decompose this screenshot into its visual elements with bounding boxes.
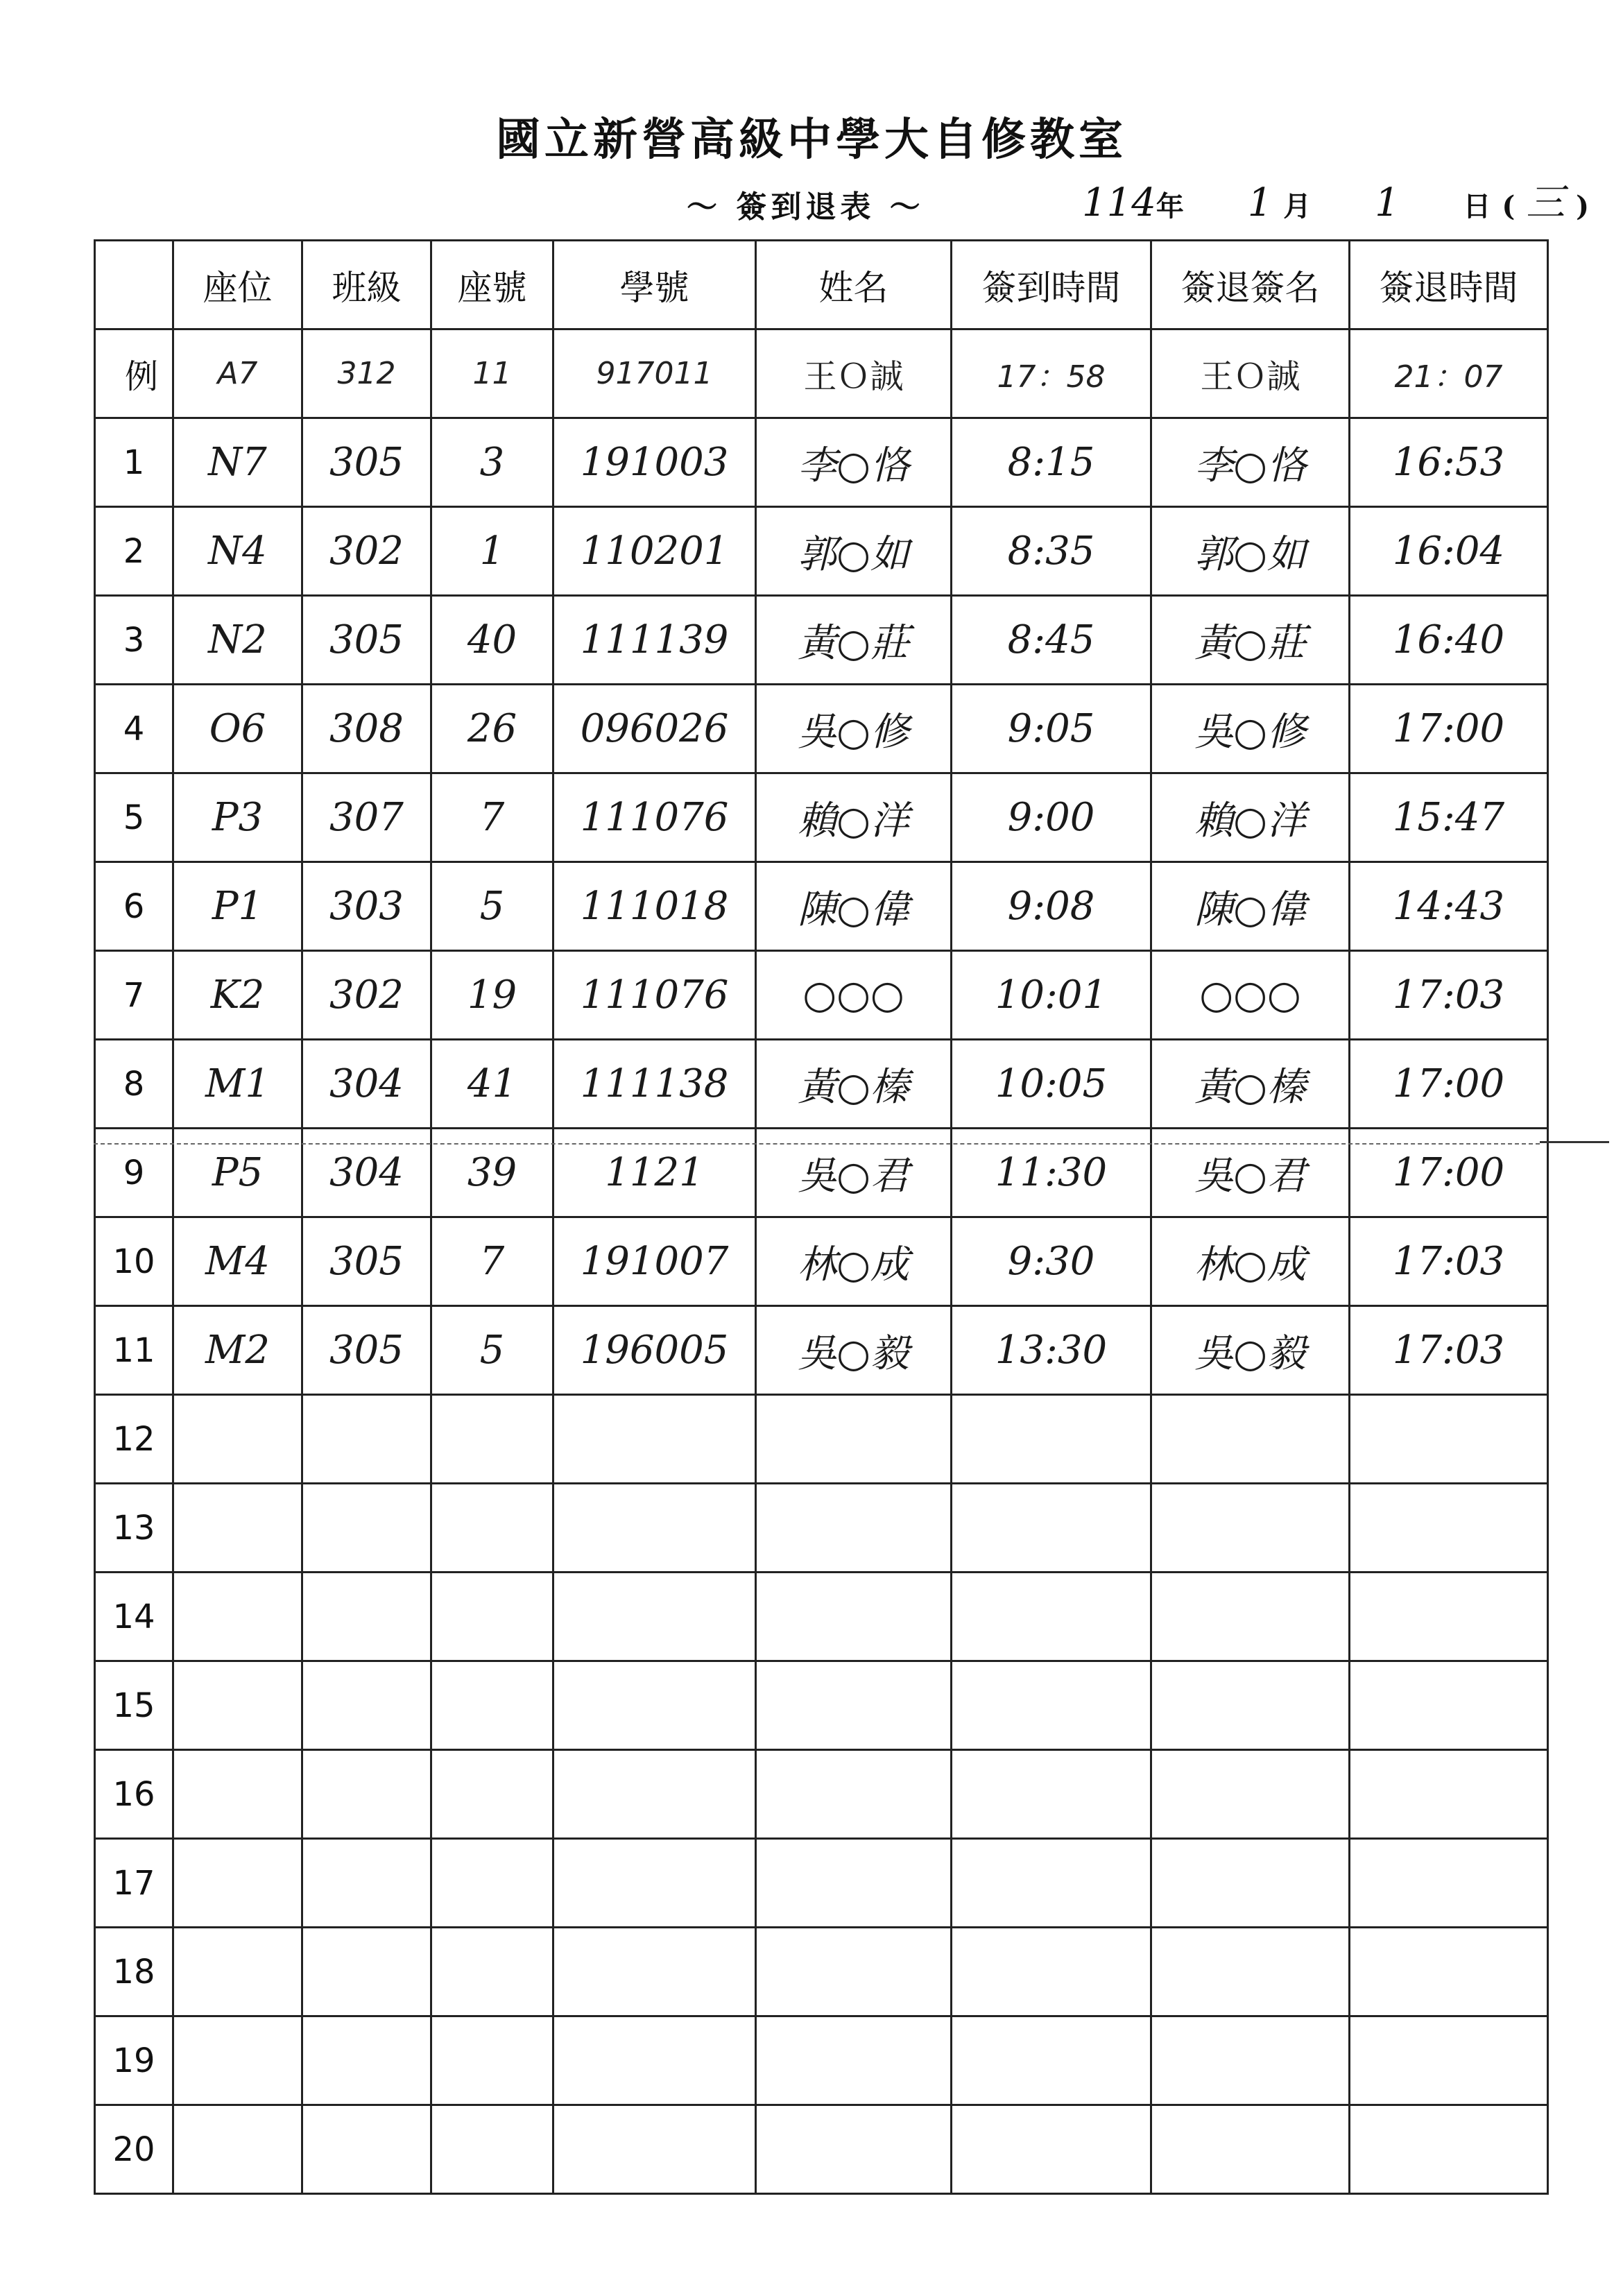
cell-seat: P3 — [173, 773, 302, 862]
cell-signout-name: 吳○君 — [1151, 1129, 1350, 1217]
cell-name: 黃○莊 — [756, 596, 952, 685]
cell-signout-name — [1151, 1395, 1350, 1484]
cell-name: 林○成 — [756, 1217, 952, 1306]
cell-number: 41 — [431, 1040, 553, 1129]
cell-student-id — [553, 1573, 756, 1661]
example-row — [95, 329, 1548, 418]
cell-number — [431, 1484, 553, 1573]
date-day-unit: 日 — [1463, 190, 1491, 223]
cell-checkout — [1350, 1750, 1548, 1839]
table-row — [95, 1750, 1548, 1839]
cell-student-id — [553, 2105, 756, 2194]
cell-signout-name: 林○成 — [1151, 1217, 1350, 1306]
cell-number — [431, 1573, 553, 1661]
cell-signout-name: 李○恪 — [1151, 418, 1350, 507]
cell-signout-name — [1151, 1839, 1350, 1928]
table-row — [95, 507, 1548, 596]
col-header-checkin: 簽到時間 — [952, 241, 1151, 329]
row-number: 16 — [95, 1750, 173, 1839]
cell-student-id: 110201 — [553, 507, 756, 596]
table-row — [95, 1129, 1548, 1217]
header-row — [95, 241, 1548, 329]
row-number: 7 — [95, 951, 173, 1040]
date-year: 114 — [1082, 180, 1156, 225]
table-row — [95, 418, 1548, 507]
example-seat: A7 — [173, 329, 302, 418]
cell-class — [302, 1839, 431, 1928]
row-number: 3 — [95, 596, 173, 685]
cell-name — [756, 1573, 952, 1661]
cell-seat — [173, 2016, 302, 2105]
cell-class — [302, 1484, 431, 1573]
cell-checkout — [1350, 1839, 1548, 1928]
row-number: 13 — [95, 1484, 173, 1573]
cell-checkin — [952, 1573, 1151, 1661]
row-number: 19 — [95, 2016, 173, 2105]
table-row — [95, 1306, 1548, 1395]
signin-table — [94, 239, 1549, 2195]
date-month-unit: 月 — [1283, 190, 1312, 223]
table-row — [95, 2105, 1548, 2194]
row-number: 1 — [95, 418, 173, 507]
cell-class: 308 — [302, 685, 431, 773]
cell-name: 吳○毅 — [756, 1306, 952, 1395]
cell-signout-name: 黃○莊 — [1151, 596, 1350, 685]
cell-checkout — [1350, 2105, 1548, 2194]
row-number: 6 — [95, 862, 173, 951]
cell-signout-name: 郭○如 — [1151, 507, 1350, 596]
cell-name — [756, 1484, 952, 1573]
cell-seat: N7 — [173, 418, 302, 507]
cell-checkout: 17:00 — [1350, 1040, 1548, 1129]
example-signout-name: 王Ｏ誠 — [1151, 329, 1350, 418]
cell-checkin — [952, 1928, 1151, 2016]
table-row — [95, 1217, 1548, 1306]
cell-checkin: 8:15 — [952, 418, 1151, 507]
col-header-checkout: 簽退時間 — [1350, 241, 1548, 329]
cell-checkout — [1350, 2016, 1548, 2105]
cell-signout-name: 黃○榛 — [1151, 1040, 1350, 1129]
cell-checkout — [1350, 1484, 1548, 1573]
cell-number — [431, 2016, 553, 2105]
cell-signout-name: 陳○偉 — [1151, 862, 1350, 951]
cell-checkout — [1350, 1661, 1548, 1750]
cell-seat — [173, 1395, 302, 1484]
col-header-class: 班級 — [302, 241, 431, 329]
cell-class — [302, 1750, 431, 1839]
cell-seat — [173, 1839, 302, 1928]
table-row — [95, 685, 1548, 773]
cell-checkin: 9:30 — [952, 1217, 1151, 1306]
cell-number: 5 — [431, 862, 553, 951]
cell-checkout: 17:00 — [1350, 1129, 1548, 1217]
cell-checkin — [952, 2105, 1151, 2194]
cell-number — [431, 1395, 553, 1484]
cell-student-id — [553, 1484, 756, 1573]
cell-name: ○○○ — [756, 951, 952, 1040]
cell-checkin: 9:08 — [952, 862, 1151, 951]
cell-signout-name: 吳○毅 — [1151, 1306, 1350, 1395]
cell-signout-name — [1151, 1573, 1350, 1661]
col-header-seat: 座位 — [173, 241, 302, 329]
date-weekday-close: ) — [1576, 190, 1590, 223]
table-row — [95, 596, 1548, 685]
cell-signout-name — [1151, 2105, 1350, 2194]
cell-signout-name: 吳○修 — [1151, 685, 1350, 773]
cell-checkin — [952, 1484, 1151, 1573]
cell-class — [302, 1395, 431, 1484]
cell-checkout: 17:03 — [1350, 1217, 1548, 1306]
cell-name: 黃○榛 — [756, 1040, 952, 1129]
page-subtitle: ～ 簽到退表 ～ — [687, 189, 925, 225]
cell-student-id: 1121 — [553, 1129, 756, 1217]
cell-class: 304 — [302, 1040, 431, 1129]
date-day: 1 — [1375, 180, 1400, 225]
table-row — [95, 1395, 1548, 1484]
cell-student-id — [553, 1750, 756, 1839]
cell-class: 302 — [302, 951, 431, 1040]
table-row — [95, 1040, 1548, 1129]
cell-class: 305 — [302, 596, 431, 685]
date-line — [1082, 172, 1589, 228]
cell-class — [302, 2105, 431, 2194]
cell-number: 7 — [431, 1217, 553, 1306]
example-name: 王Ｏ誠 — [756, 329, 952, 418]
table-row — [95, 1839, 1548, 1928]
cell-number: 40 — [431, 596, 553, 685]
cell-student-id: 111139 — [553, 596, 756, 685]
cell-class — [302, 1573, 431, 1661]
cell-seat: M4 — [173, 1217, 302, 1306]
cell-class: 305 — [302, 1217, 431, 1306]
example-label: 例 — [95, 329, 173, 418]
col-header-student-id: 學號 — [553, 241, 756, 329]
row-number: 12 — [95, 1395, 173, 1484]
stray-dashed-line — [94, 1143, 1540, 1145]
cell-checkin: 10:01 — [952, 951, 1151, 1040]
date-month: 1 — [1247, 180, 1273, 225]
cell-checkin: 8:35 — [952, 507, 1151, 596]
cell-number: 7 — [431, 773, 553, 862]
cell-checkout: 17:03 — [1350, 951, 1548, 1040]
cell-checkin: 10:05 — [952, 1040, 1151, 1129]
cell-name — [756, 2105, 952, 2194]
cell-seat: O6 — [173, 685, 302, 773]
cell-checkin — [952, 1839, 1151, 1928]
cell-name — [756, 1661, 952, 1750]
cell-checkout: 16:53 — [1350, 418, 1548, 507]
cell-signout-name — [1151, 1661, 1350, 1750]
cell-class — [302, 1661, 431, 1750]
row-number: 15 — [95, 1661, 173, 1750]
table-row — [95, 2016, 1548, 2105]
table-row — [95, 1661, 1548, 1750]
row-number: 2 — [95, 507, 173, 596]
cell-number: 19 — [431, 951, 553, 1040]
cell-number: 5 — [431, 1306, 553, 1395]
cell-checkin: 9:00 — [952, 773, 1151, 862]
cell-seat: M1 — [173, 1040, 302, 1129]
cell-number — [431, 2105, 553, 2194]
cell-number: 1 — [431, 507, 553, 596]
cell-checkout: 15:47 — [1350, 773, 1548, 862]
row-number: 11 — [95, 1306, 173, 1395]
cell-student-id: 191007 — [553, 1217, 756, 1306]
cell-checkin: 9:05 — [952, 685, 1151, 773]
cell-number: 26 — [431, 685, 553, 773]
cell-class — [302, 2016, 431, 2105]
cell-class: 305 — [302, 418, 431, 507]
cell-student-id: 191003 — [553, 418, 756, 507]
cell-checkout: 16:40 — [1350, 596, 1548, 685]
col-header-signout-name: 簽退簽名 — [1151, 241, 1350, 329]
cell-seat — [173, 1484, 302, 1573]
cell-checkin — [952, 1661, 1151, 1750]
cell-student-id: 111076 — [553, 773, 756, 862]
cell-name — [756, 1395, 952, 1484]
cell-signout-name: 賴○洋 — [1151, 773, 1350, 862]
cell-checkin — [952, 1750, 1151, 1839]
cell-checkout: 17:03 — [1350, 1306, 1548, 1395]
cell-student-id: 096026 — [553, 685, 756, 773]
row-number: 8 — [95, 1040, 173, 1129]
row-number: 14 — [95, 1573, 173, 1661]
cell-signout-name — [1151, 1484, 1350, 1573]
cell-seat: P5 — [173, 1129, 302, 1217]
row-number: 5 — [95, 773, 173, 862]
cell-name — [756, 2016, 952, 2105]
example-checkin: 17：58 — [952, 329, 1151, 418]
cell-checkout — [1350, 1928, 1548, 2016]
row-number: 18 — [95, 1928, 173, 2016]
cell-name: 吳○君 — [756, 1129, 952, 1217]
date-weekday: 三 — [1526, 180, 1565, 225]
cell-number — [431, 1750, 553, 1839]
cell-student-id: 111076 — [553, 951, 756, 1040]
cell-number — [431, 1839, 553, 1928]
date-weekday-open: ( — [1502, 190, 1515, 223]
col-header-number: 座號 — [431, 241, 553, 329]
cell-signout-name — [1151, 2016, 1350, 2105]
table-row — [95, 773, 1548, 862]
cell-number — [431, 1661, 553, 1750]
cell-signout-name: ○○○ — [1151, 951, 1350, 1040]
cell-number — [431, 1928, 553, 2016]
cell-name: 賴○洋 — [756, 773, 952, 862]
date-year-unit: 年 — [1156, 190, 1184, 223]
table-row — [95, 862, 1548, 951]
example-checkout: 21：07 — [1350, 329, 1548, 418]
cell-signout-name — [1151, 1928, 1350, 2016]
cell-seat: P1 — [173, 862, 302, 951]
cell-seat: K2 — [173, 951, 302, 1040]
cell-seat — [173, 1573, 302, 1661]
stray-mark — [1540, 1141, 1609, 1143]
cell-seat — [173, 1661, 302, 1750]
cell-name: 吳○修 — [756, 685, 952, 773]
cell-student-id — [553, 1928, 756, 2016]
cell-checkout: 16:04 — [1350, 507, 1548, 596]
table-row — [95, 1573, 1548, 1661]
row-number: 9 — [95, 1129, 173, 1217]
table-row — [95, 1484, 1548, 1573]
cell-class — [302, 1928, 431, 2016]
cell-class: 303 — [302, 862, 431, 951]
cell-student-id — [553, 1395, 756, 1484]
table-row — [95, 951, 1548, 1040]
col-header-name: 姓名 — [756, 241, 952, 329]
cell-name: 郭○如 — [756, 507, 952, 596]
row-number: 4 — [95, 685, 173, 773]
cell-student-id — [553, 1661, 756, 1750]
cell-checkout — [1350, 1573, 1548, 1661]
cell-number: 39 — [431, 1129, 553, 1217]
cell-checkout: 14:43 — [1350, 862, 1548, 951]
cell-number: 3 — [431, 418, 553, 507]
row-number: 17 — [95, 1839, 173, 1928]
cell-name — [756, 1839, 952, 1928]
cell-class: 302 — [302, 507, 431, 596]
cell-student-id — [553, 2016, 756, 2105]
table-row — [95, 1928, 1548, 2016]
example-class: 312 — [302, 329, 431, 418]
cell-seat: M2 — [173, 1306, 302, 1395]
cell-checkin: 11:30 — [952, 1129, 1151, 1217]
cell-class: 307 — [302, 773, 431, 862]
example-student-id: 917011 — [553, 329, 756, 418]
row-number: 10 — [95, 1217, 173, 1306]
cell-seat: N2 — [173, 596, 302, 685]
cell-name — [756, 1928, 952, 2016]
row-number: 20 — [95, 2105, 173, 2194]
col-header-rownum — [95, 241, 173, 329]
cell-name — [756, 1750, 952, 1839]
cell-seat — [173, 1750, 302, 1839]
cell-class: 305 — [302, 1306, 431, 1395]
cell-checkin: 13:30 — [952, 1306, 1151, 1395]
cell-class: 304 — [302, 1129, 431, 1217]
cell-checkout: 17:00 — [1350, 685, 1548, 773]
cell-checkin: 8:45 — [952, 596, 1151, 685]
cell-student-id: 111018 — [553, 862, 756, 951]
cell-checkin — [952, 2016, 1151, 2105]
cell-seat: N4 — [173, 507, 302, 596]
cell-name: 李○恪 — [756, 418, 952, 507]
cell-seat — [173, 2105, 302, 2194]
cell-checkin — [952, 1395, 1151, 1484]
cell-signout-name — [1151, 1750, 1350, 1839]
cell-student-id: 196005 — [553, 1306, 756, 1395]
page-title: 國立新營高級中學大自修教室 — [496, 114, 1127, 166]
example-number: 11 — [431, 329, 553, 418]
cell-student-id: 111138 — [553, 1040, 756, 1129]
cell-checkout — [1350, 1395, 1548, 1484]
cell-name: 陳○偉 — [756, 862, 952, 951]
cell-student-id — [553, 1839, 756, 1928]
cell-seat — [173, 1928, 302, 2016]
